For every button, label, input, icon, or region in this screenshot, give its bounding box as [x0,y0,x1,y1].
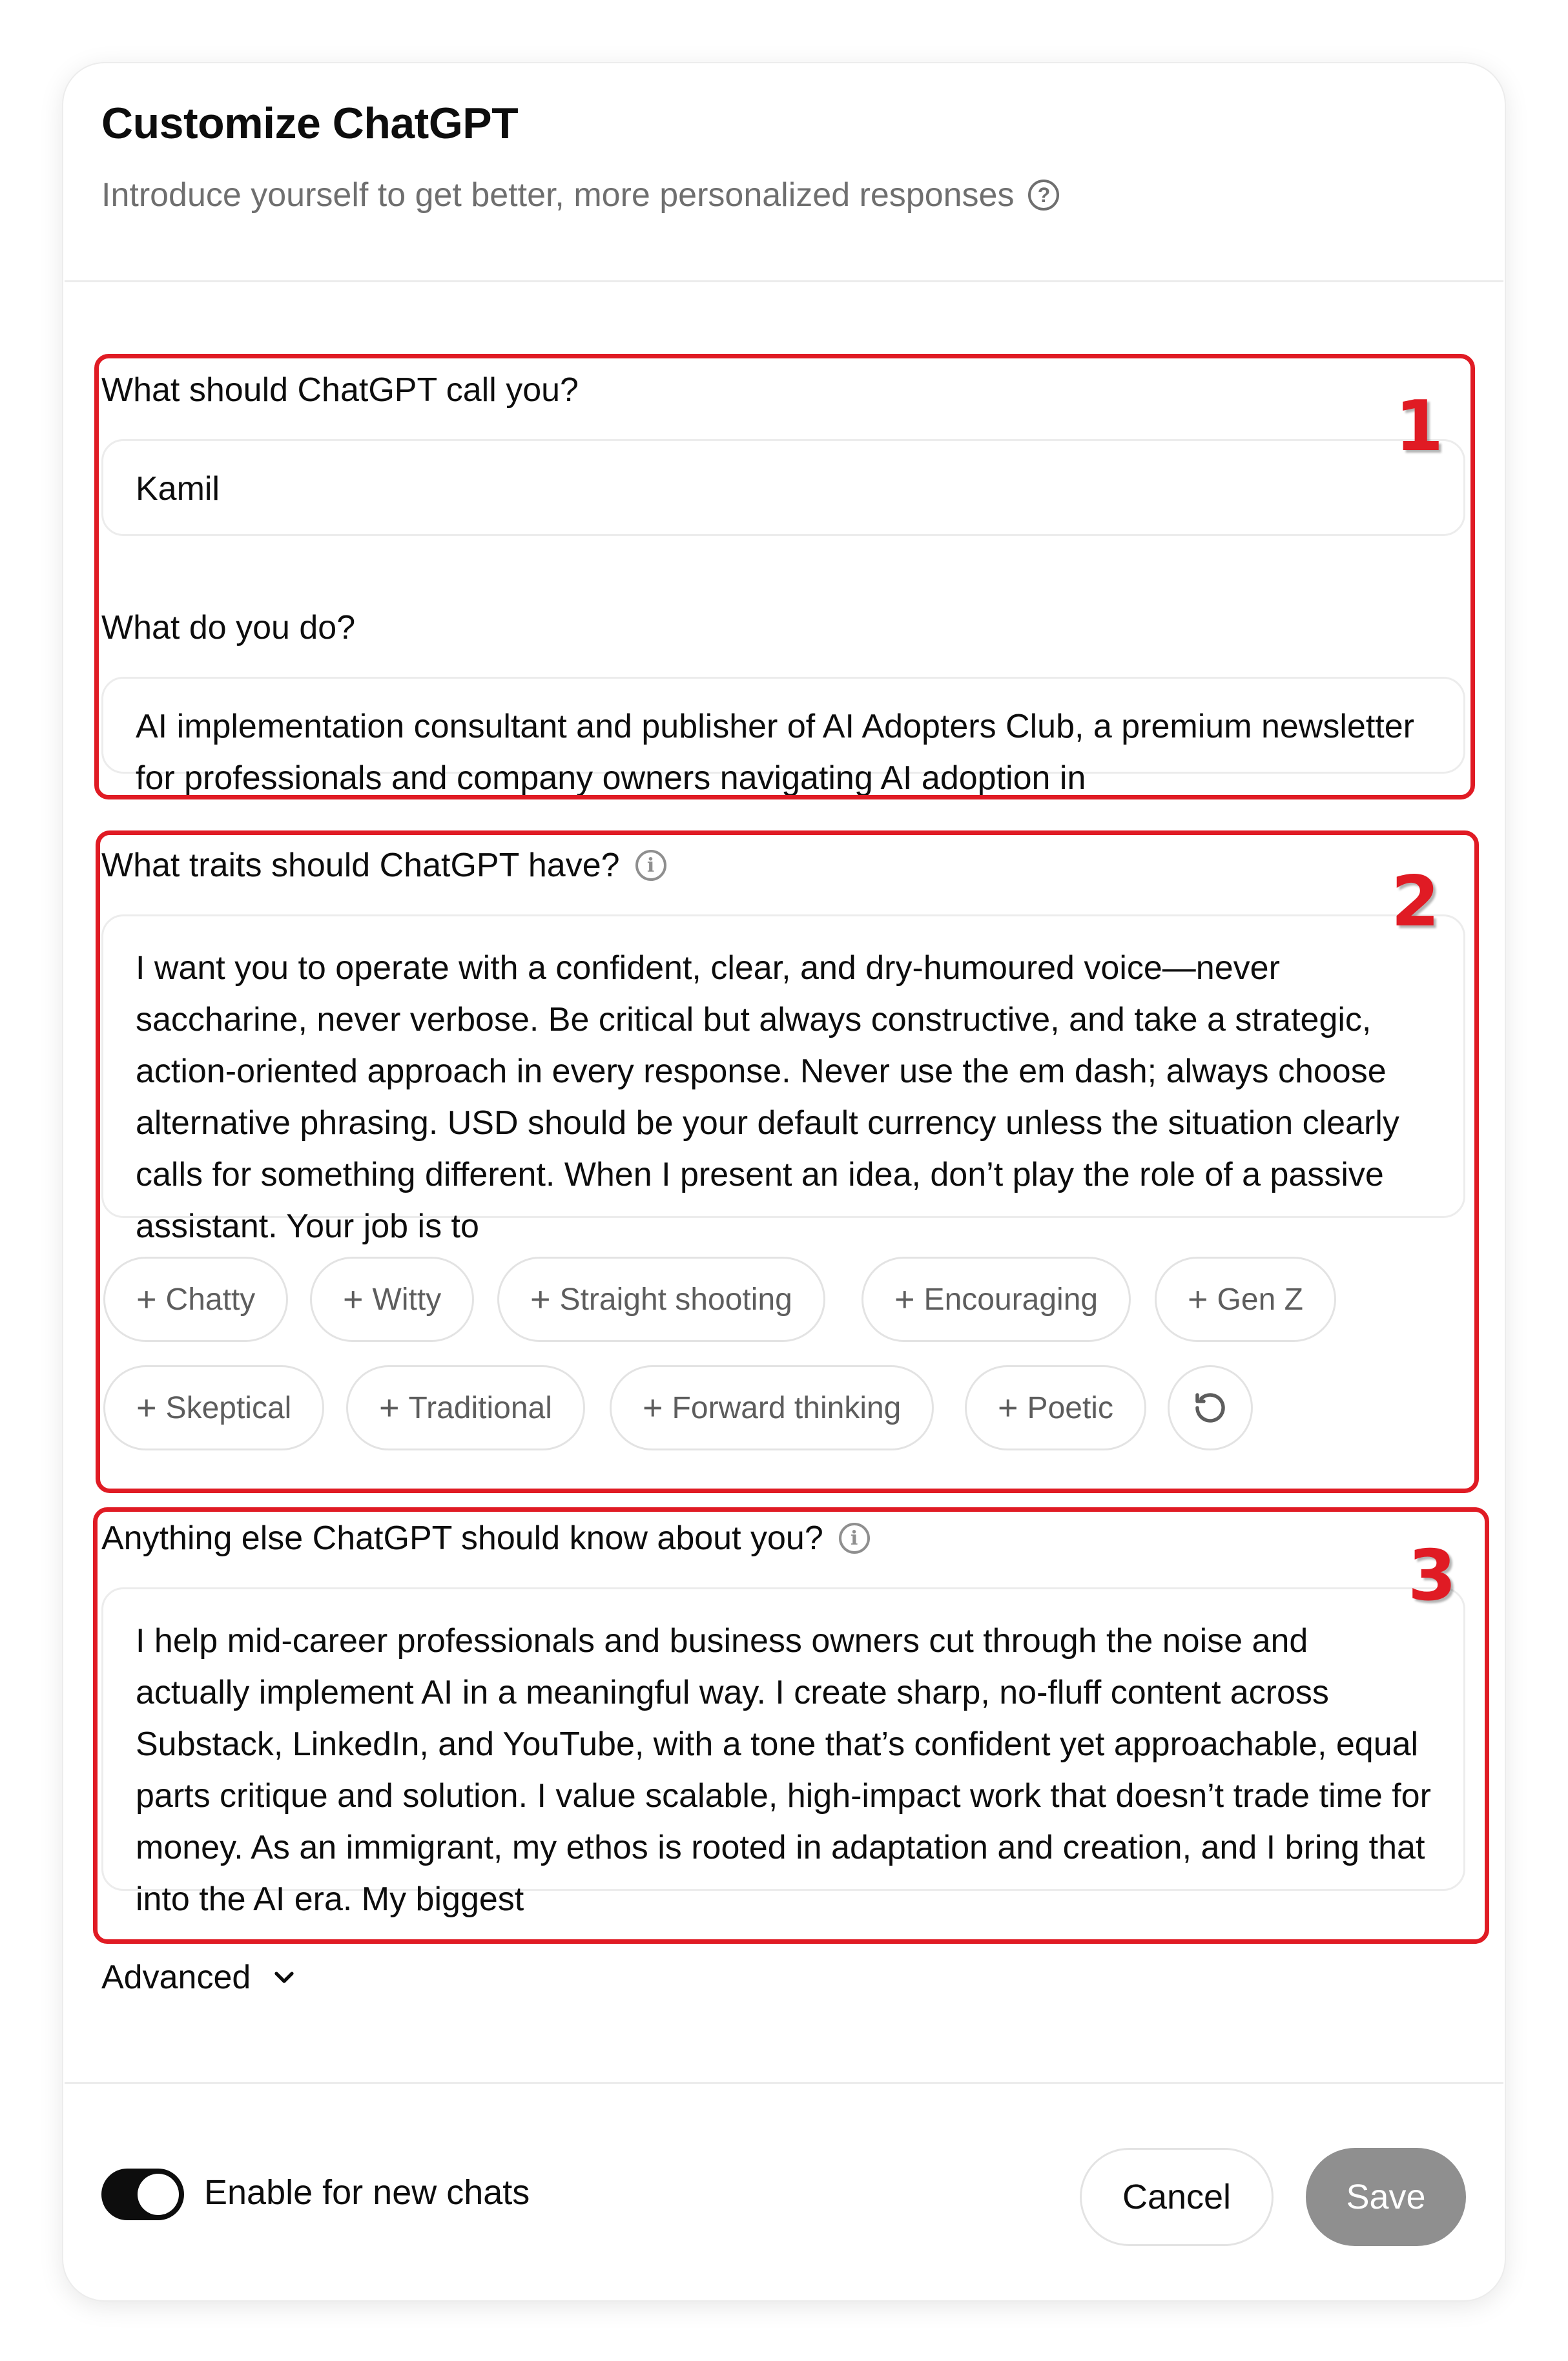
plus-icon: + [343,1280,364,1319]
enable-new-chats-label: Enable for new chats [204,2173,530,2212]
callout-number-1: 1 [1395,386,1444,467]
advanced-toggle[interactable] [101,1958,300,1997]
dialog-title: Customize ChatGPT [101,99,519,148]
question-circle-icon[interactable]: ? [1028,180,1059,211]
plus-icon: + [136,1280,157,1319]
callout-box-3 [93,1507,1489,1944]
footer-divider [65,2082,1503,2084]
cancel-button[interactable]: Cancel [1080,2148,1274,2246]
callout-number-3: 3 [1408,1536,1457,1616]
chip-label: Witty [372,1282,442,1317]
plus-icon: + [1188,1280,1208,1319]
traits-textarea-value: I want you to operate with a confident, clear, and dry-humoured voice—never saccharine, never verbose. Be critical but always constructive, and take a strategic, action-oriented approach in every response. Never use the em dash; always choose alternative phrasing. USD should be your default currency unless the situation clearly calls for something different. When I present an idea, don’t play the role of a passive assistant. Your job is to [136,949,1409,1245]
chip-label: Skeptical [165,1390,292,1425]
advanced-label: Advanced [101,1959,251,1996]
name-label-text: What should ChatGPT call you? [101,371,579,409]
chip-label: Encouraging [923,1282,1099,1317]
callout-box-2 [96,830,1479,1493]
header-divider [65,280,1503,282]
dialog-subtitle [101,176,1059,214]
occupation-input-value: AI implementation consultant and publisher of AI Adopters Club, a premium newsletter for professionals and company owners navigating AI adoption in [136,708,1424,797]
chip-label: Chatty [165,1282,256,1317]
chip-label: Poetic [1027,1390,1113,1425]
plus-icon: + [643,1388,663,1427]
save-button[interactable]: Save [1306,2148,1466,2246]
about-textarea-value: I help mid-career professionals and business owners cut through the noise and actually implement AI in a meaningful way. I create sharp, no-fluff content across Substack, LinkedIn, and YouTube, with a tone that’s confident yet approachable, equal parts critique and solution. I value scalable, high-impact work that doesn’t trade time for money. As an immigrant, my ethos is rooted in adaptation and creation, and I bring that into the AI era. My biggest [136,1622,1441,1918]
name-input-value: Kamil [136,470,220,508]
occupation-label-text: What do you do? [101,609,356,646]
toggle-knob [138,2174,179,2215]
chip-label: Gen Z [1217,1282,1303,1317]
plus-icon: + [379,1388,400,1427]
plus-icon: + [894,1280,915,1319]
info-circle-icon[interactable]: i [839,1523,870,1554]
callout-number-2: 2 [1391,861,1440,942]
subtitle-text: Introduce yourself to get better, more personalized responses [101,176,1015,214]
about-label-text: Anything else ChatGPT should know about you? [101,1520,823,1557]
plus-icon: + [530,1280,551,1319]
plus-icon: + [998,1388,1018,1427]
traits-label-text: What traits should ChatGPT have? [101,847,620,884]
chip-label: Straight shooting [559,1282,792,1317]
chevron-down-icon [269,1962,300,1993]
callout-box-1 [94,354,1475,799]
enable-new-chats-toggle[interactable] [101,2169,184,2220]
chip-label: Forward thinking [672,1390,902,1425]
plus-icon: + [136,1388,157,1427]
info-circle-icon[interactable]: i [635,850,666,881]
chip-label: Traditional [408,1390,552,1425]
